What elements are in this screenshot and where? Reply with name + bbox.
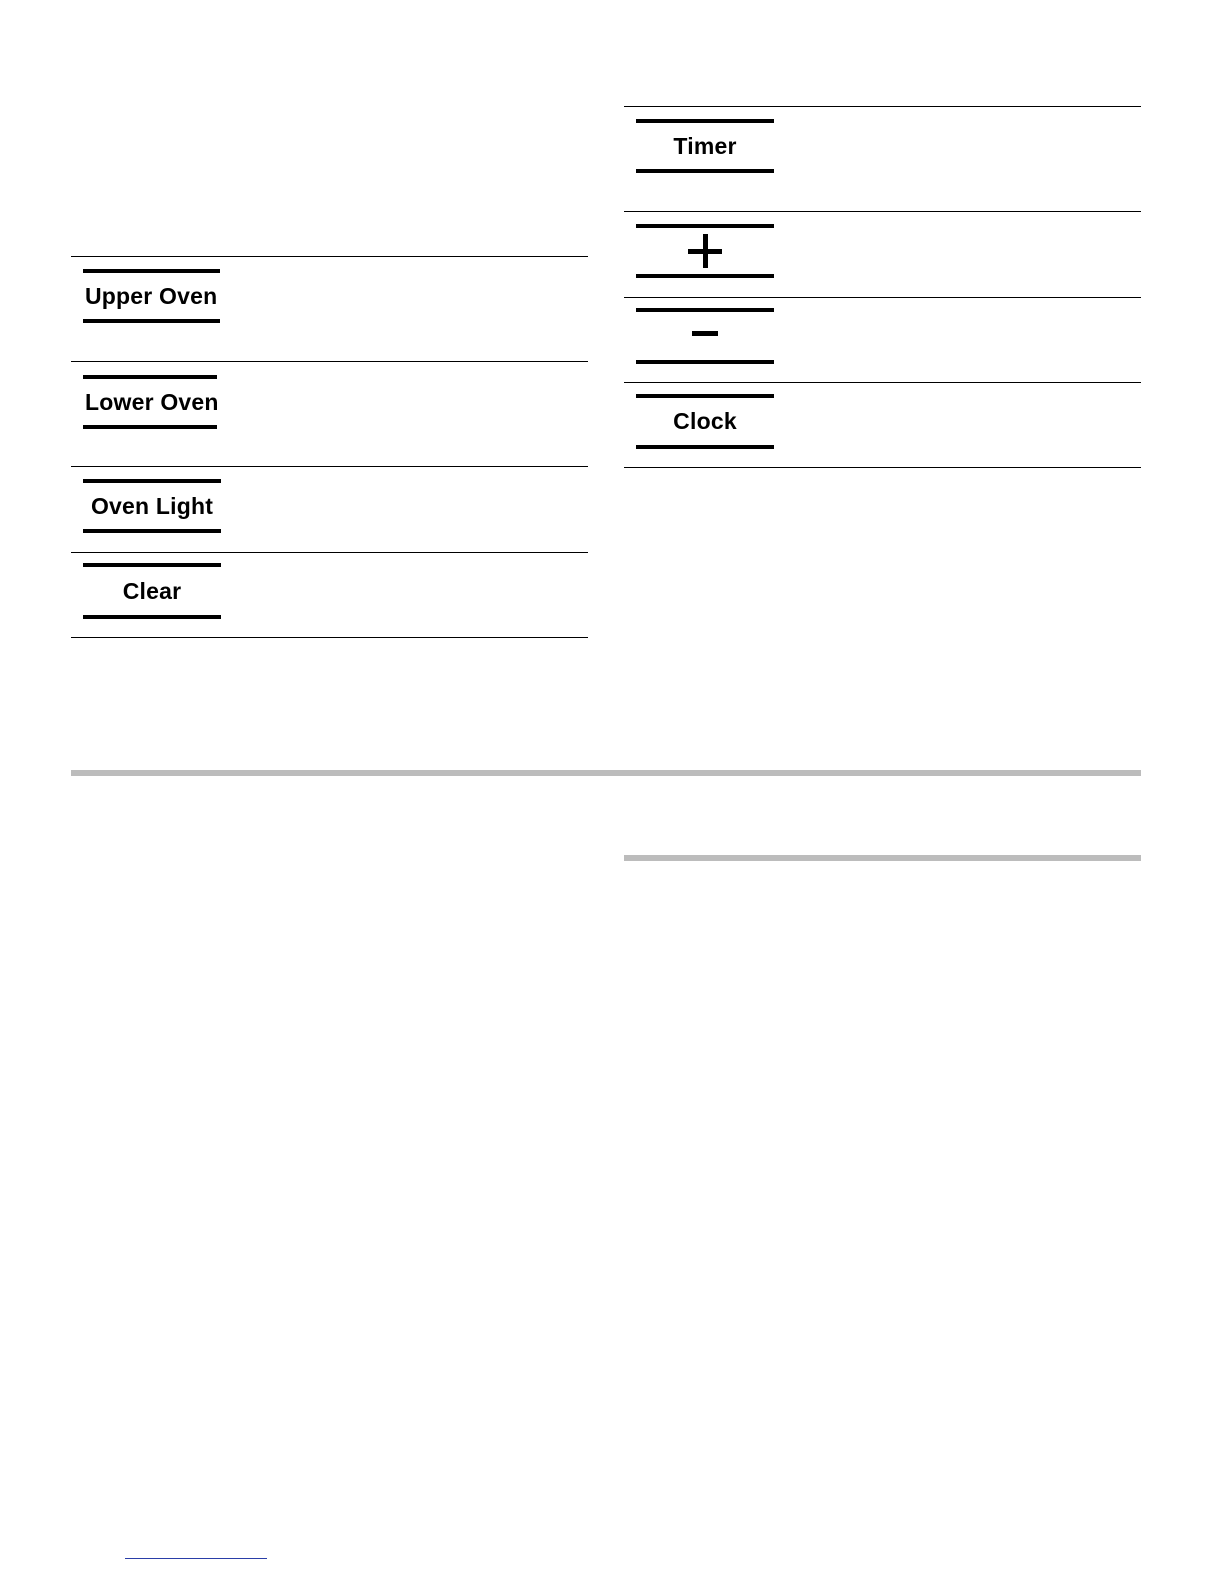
minus-key bbox=[636, 308, 774, 364]
clock-key-label: Clock bbox=[673, 408, 737, 434]
table-rule bbox=[71, 552, 588, 553]
oven-light-key-label: Oven Light bbox=[90, 492, 214, 519]
upper-oven-key-label: Upper Oven bbox=[85, 282, 218, 309]
timer-key-label: Timer bbox=[673, 132, 737, 159]
table-rule bbox=[624, 106, 1141, 107]
footer-link-underline bbox=[125, 1558, 267, 1559]
table-rule bbox=[624, 211, 1141, 212]
table-rule bbox=[71, 361, 588, 362]
subsection-divider-bar bbox=[624, 855, 1141, 861]
table-rule bbox=[624, 382, 1141, 383]
table-rule bbox=[71, 256, 588, 257]
minus-icon bbox=[692, 331, 718, 336]
clear-key-label: Clear bbox=[122, 577, 182, 604]
plus-icon bbox=[688, 234, 722, 268]
table-rule bbox=[71, 637, 588, 638]
lower-oven-key-label: Lower Oven bbox=[85, 388, 219, 415]
timer-key bbox=[636, 119, 774, 173]
section-divider-bar bbox=[71, 770, 1141, 776]
table-rule bbox=[624, 467, 1141, 468]
clear-key bbox=[83, 563, 221, 619]
plus-key bbox=[636, 224, 774, 278]
table-rule bbox=[71, 466, 588, 467]
clock-key bbox=[636, 394, 774, 449]
lower-oven-key bbox=[83, 375, 217, 429]
table-rule bbox=[624, 297, 1141, 298]
oven-light-key bbox=[83, 479, 221, 533]
upper-oven-key bbox=[83, 269, 220, 323]
